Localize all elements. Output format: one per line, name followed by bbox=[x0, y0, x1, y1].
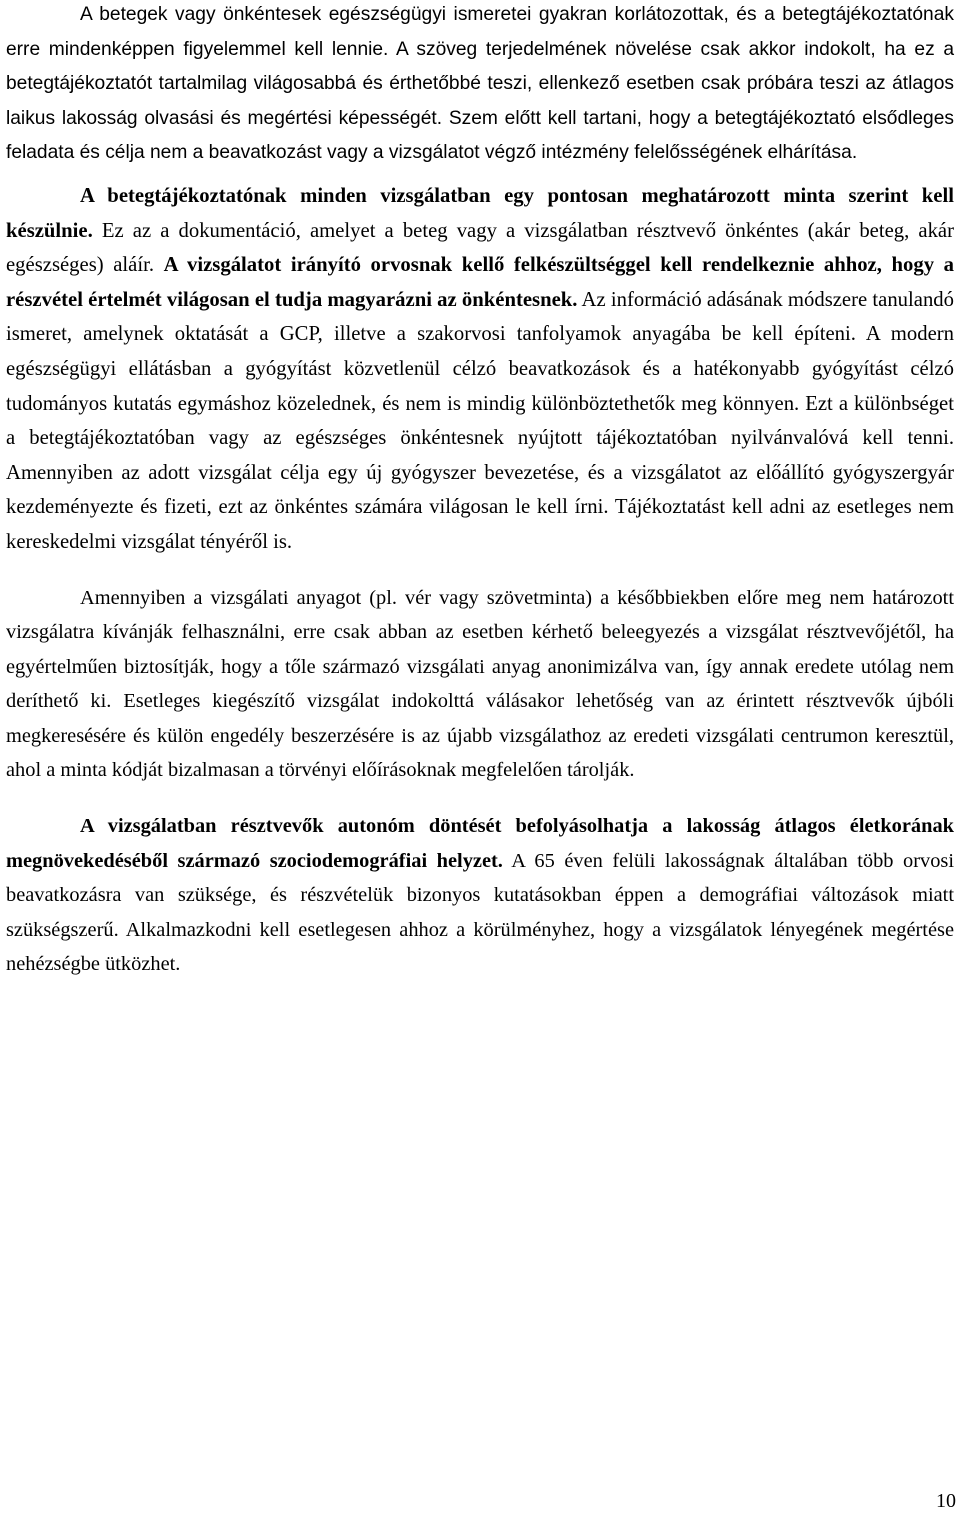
paragraph-information-sheet bbox=[6, 179, 954, 560]
paragraph-text: A 65 éven felüli lakosságnak általában több orvosi beavatkozásra van szüksége, és részvételük bizonyos kutatásokban éppen a demográfiai változások miatt szükségszerű. Alkalmazkodni kell esetlegesen ahhoz a körülményhez, hogy a vizsgálatok lényegének megértése nehézségbe ütközhet. bbox=[6, 849, 954, 976]
paragraph-patient-knowledge bbox=[6, 0, 954, 171]
paragraph-text: A betegek vagy önkéntesek egészségügyi ismeretei gyakran korlátozottak, és a betegtájékoztatónak erre mindenképpen figyelemmel kell lennie. A szöveg terjedelmének növelése csak akkor indokolt, ha ez a betegtájékoztatót tartalmilag világosabbá és érthetőbbé teszi, ellenkező esetben csak próbára teszi az átlagos laikus lakosság olvasási és megértési képességét. Szem előtt kell tartani, hogy a betegtájékoztató elsődleges feladata és célja nem a beavatkozást vagy a vizsgálatot végző intézmény felelősségének elhárítása. bbox=[6, 4, 954, 164]
paragraph-sample-usage bbox=[6, 581, 954, 789]
paragraph-text: Az információ adásának módszere tanulandó ismeret, amelynek oktatását a GCP, illetve a szakorvosi tanfolyamok anyagába be kell építeni. A modern egészségügyi ellátásban a gyógyítást közvetlenül célzó beavatkozások és a hatékonyabb gyógyítást célzó tudományos kutatás egymáshoz közelednek, és nem is mindig különböztethetők meg könnyen. Ezt a különbséget a betegtájékoztatóban vagy az egészséges önkéntesnek nyújtott tájékoztatóban nyilvánvalóvá kell tenni. Amennyiben az adott vizsgálat célja egy új gyógyszer bevezetése, és a vizsgálatot az előállító gyógyszergyár kezdeményezte és fizeti, ezt az önkéntes számára világosan le kell írni. Tájékoztatást kell adni az esetleges nem kereskedelmi vizsgálat tényéről is. bbox=[6, 288, 954, 553]
paragraph-text: Ez az a dokumentáció, amelyet a beteg vagy a vizsgálatban résztvevő önkéntes (akár beteg, akár egészséges) aláír. bbox=[6, 219, 954, 277]
bold-statement: A betegtájékoztatónak minden vizsgálatban egy pontosan meghatározott minta szerint kell készülnie. bbox=[6, 184, 954, 242]
paragraph-text: Amennyiben a vizsgálati anyagot (pl. vér vagy szövetminta) a későbbiekben előre meg nem határozott vizsgálatra kívánják felhasználni, erre csak abban az esetben kérhető beleegyezés a vizsgálat résztvevőjétől, ha egyértelműen biztosítják, hogy a tőle származó vizsgálati anyag anonimizálva van, így annak eredete utólag nem deríthető ki. Esetleges kiegészítő vizsgálat indokolttá válásakor lehetőség van az érintett résztvevők újbóli megkeresésére és külön engedély beszerzésére is az újabb vizsgálathoz az eredeti vizsgálati centrumon keresztül, ahol a minta kódját bizalmasan a törvényi előírásoknak megfelelően tárolják. bbox=[6, 586, 954, 782]
bold-statement: A vizsgálatot irányító orvosnak kellő felkészültséggel kell rendelkeznie ahhoz, hogy a részvétel értelmét világosan el tudja magyarázni az önkéntesnek. bbox=[6, 254, 954, 311]
bold-statement: A vizsgálatban résztvevők autonóm döntését befolyásolhatja a lakosság átlagos életkorának megnövekedéséből származó szociodemográfiai helyzet. bbox=[6, 815, 954, 872]
paragraph-sociodemographic bbox=[6, 809, 954, 982]
document-page bbox=[6, 0, 954, 982]
page-number: 10 bbox=[936, 1490, 956, 1512]
